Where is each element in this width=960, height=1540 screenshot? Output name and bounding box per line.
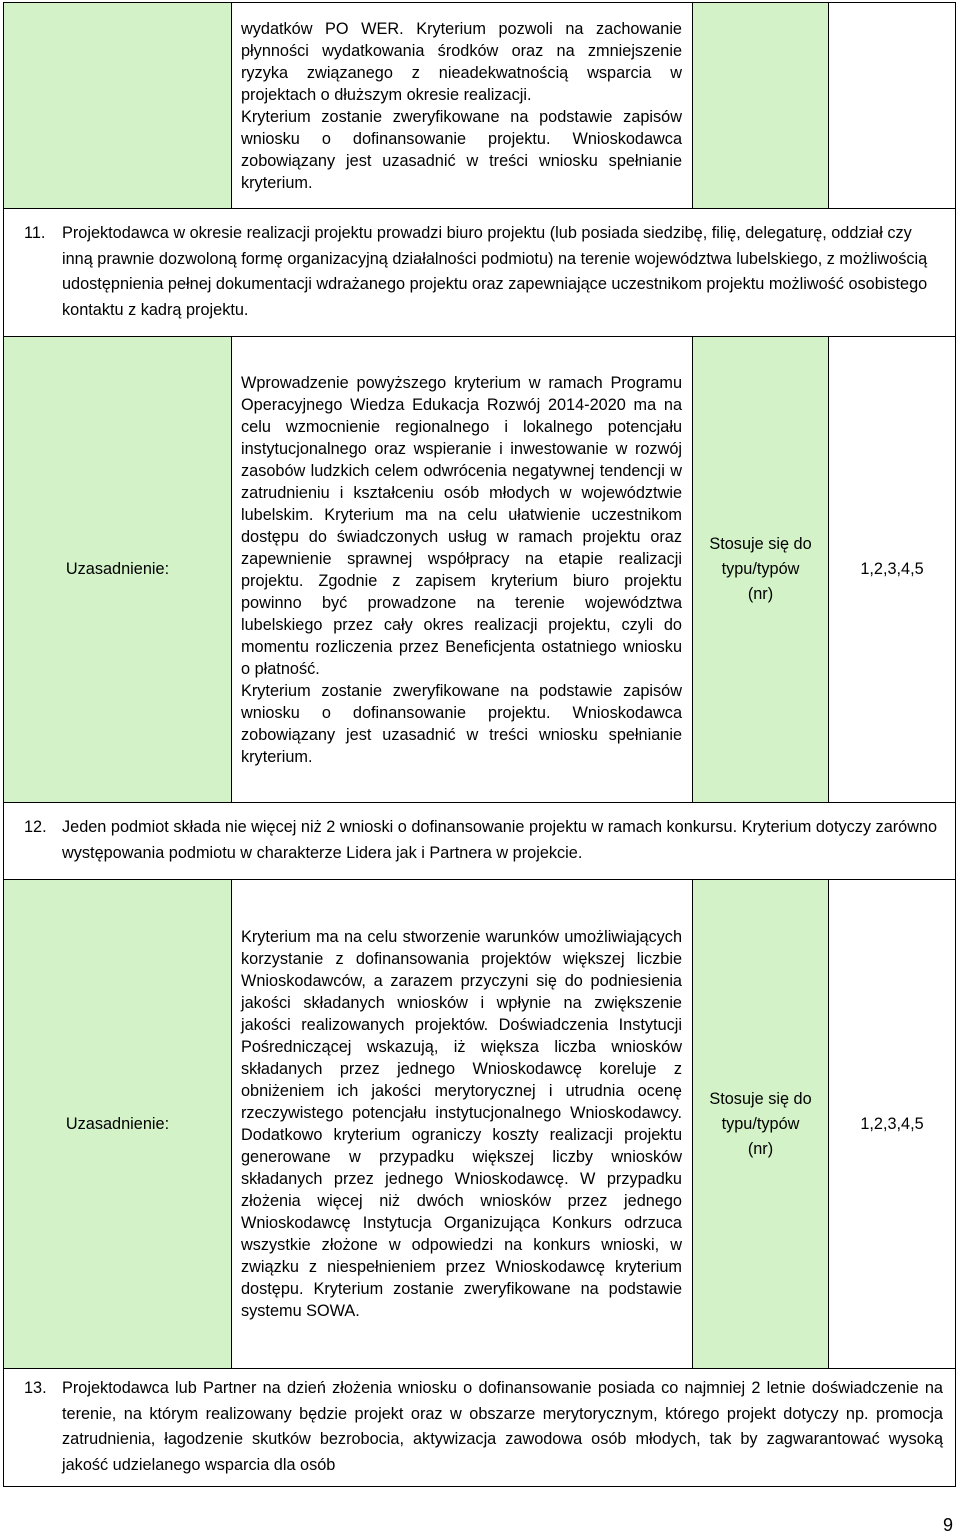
- applies-line: typu/typów: [721, 1114, 800, 1133]
- applies-line: Stosuje się do: [709, 1089, 812, 1108]
- applies-cell: [693, 337, 829, 803]
- table-row-continuation: [4, 3, 956, 209]
- types-cell: [829, 3, 956, 209]
- types-cell: 1,2,3,4,5: [829, 337, 956, 803]
- criterion-number: 12.: [24, 818, 47, 836]
- justification-paragraph: Wprowadzenie powyższego kryterium w ramach Programu Operacyjnego Wiedza Edukacja Rozwój 2014-2020 ma na celu wzmocnienie regionalnego i lokalnego potencjału instytucjonalnego oraz wspieranie i inwestowanie w rozwój zasobów ludzkich celem odwrócenia negatywnej tendencji w zatrudnieniu i kształceniu osób młodych w województwie lubelskim. Kryterium ma na celu ułatwienie uczestnikom dostępu do świadczonych usług w ramach projektu oraz zapewnienie sprawnej współpracy na etapie realizacji projektu. Zgodnie z zapisem kryterium biuro projektu powinno być prowadzone na terenie województwa lubelskiego przez cały okres realizacji projektu, czyli do momentu rozliczenia przez Beneficjenta ostatniego wniosku o płatność.: [241, 373, 682, 678]
- justification-cell: [232, 3, 693, 209]
- criteria-table: [3, 2, 956, 1487]
- criterion-text: Projektodawca lub Partner na dzień złożenia wniosku o dofinansowanie posiada co najmniej 2 letnie doświadczenie na terenie, na którym realizowany będzie projekt oraz w obszarze merytorycznym, którego projekt dotyczy np. promocja zatrudnienia, łagodzenie skutków bezrobocia, aktywizacja zawodowa osób młodych, tak by zagwarantować wysoką jakość udzielanego wsparcia dla osób: [62, 1379, 943, 1474]
- label-cell: [4, 3, 232, 209]
- criterion-number: 13.: [24, 1379, 47, 1397]
- types-cell: 1,2,3,4,5: [829, 880, 956, 1369]
- criterion-text: Jeden podmiot składa nie więcej niż 2 wnioski o dofinansowanie projektu w ramach konkursu. Kryterium dotyczy zarówno występowania podmiotu w charakterze Lidera jak i Partnera w projekcie.: [62, 818, 938, 862]
- table-row-justification-11: [4, 337, 956, 803]
- table-row-justification-12: [4, 880, 956, 1369]
- justification-paragraph: Kryterium ma na celu stworzenie warunków umożliwiających korzystanie z dofinansowania projektów większej liczbie Wnioskodawców, a zarazem przyczyni się do podniesienia jakości składanych wniosków i wpłynie na zwiększenie jakości realizowanych projektów. Doświadczenia Instytucji Pośredniczącej wskazują, iż większa liczba wniosków składanych przez jednego Wnioskodawcę koreluje z obniżeniem ich jakości merytorycznej i utrudnia ocenę rzeczywistego potencjału instytucjonalnego Wnioskodawcy. Dodatkowo kryterium ograniczy koszty realizacji projektu generowane w przypadku większej liczby wniosków składanych przez jednego Wnioskodawcę. W przypadku złożenia więcej niż dwóch wniosków przez jednego Wnioskodawcę Instytucja Organizująca Konkurs odrzuca wszystkie złożone w odpowiedzi na konkurs wnioski, w związku z niespełnieniem przez Wnioskodawcę kryterium dostępu. Kryterium zostanie zweryfikowane na podstawie systemu SOWA.: [241, 928, 682, 1320]
- page-number: 9: [943, 1515, 954, 1535]
- justification-cell: [232, 880, 693, 1369]
- applies-line: (nr): [747, 585, 774, 603]
- applies-line: typu/typów: [721, 560, 800, 578]
- table-row-criterion-12: [4, 803, 956, 880]
- criterion-cell: [4, 1369, 956, 1487]
- justification-paragraph: wydatków PO WER. Kryterium pozwoli na zachowanie płynności wydatkowania środków oraz na zmniejszenie ryzyka związanego z nieadekwatnością wsparcia w projektach o dłuższym okresie realizacji.: [241, 19, 682, 104]
- applies-line: Stosuje się do: [709, 535, 812, 553]
- justification-paragraph: Kryterium zostanie zweryfikowane na podstawie zapisów wniosku o dofinansowanie projektu. Wnioskodawca zobowiązany jest uzasadnić w treści wniosku spełnianie kryterium.: [241, 681, 682, 766]
- table-row-criterion-11: [4, 209, 956, 337]
- justification-cell: [232, 337, 693, 803]
- criterion-text: Projektodawca w okresie realizacji projektu prowadzi biuro projektu (lub posiada siedzibę, filię, delegaturę, oddział czy inną prawnie dozwoloną formę organizacyjną działalności podmiotu) na terenie województwa lubelskiego, z możliwością udostępnienia pełnej dokumentacji wdrażanego projektu oraz zapewniające uczestnikom projektu możliwość osobistego kontaktu z kadrą projektu.: [62, 224, 928, 319]
- criterion-number: 11.: [24, 224, 46, 242]
- criterion-cell: [4, 209, 956, 337]
- justification-paragraph: Kryterium zostanie zweryfikowane na podstawie zapisów wniosku o dofinansowanie projektu. Wnioskodawca zobowiązany jest uzasadnić w treści wniosku spełnianie kryterium.: [241, 107, 682, 192]
- table-row-criterion-13: [4, 1369, 956, 1487]
- applies-line: (nr): [747, 1139, 774, 1158]
- criterion-cell: [4, 803, 956, 880]
- applies-cell: [693, 3, 829, 209]
- justification-label: Uzasadnienie:: [4, 880, 232, 1369]
- justification-label: Uzasadnienie:: [4, 337, 232, 803]
- applies-cell: [693, 880, 829, 1369]
